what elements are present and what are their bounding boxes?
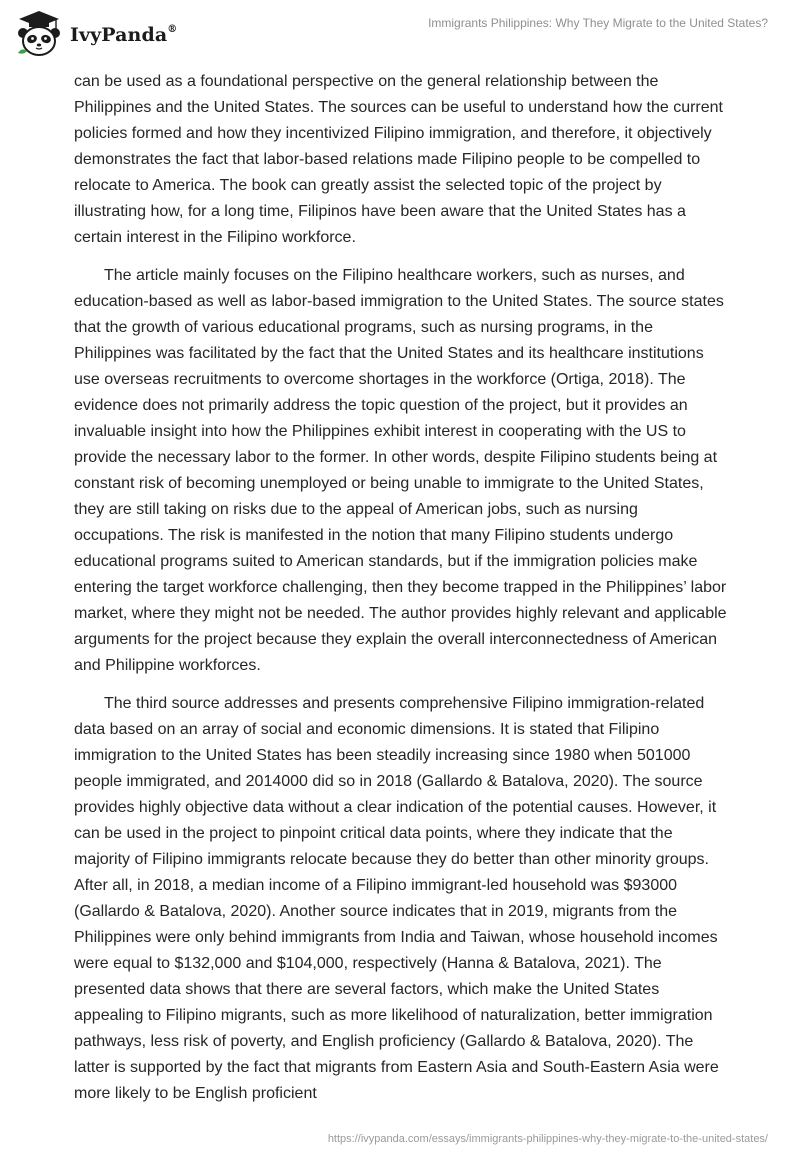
document-title: Immigrants Philippines: Why They Migrate to the United States? (428, 16, 768, 30)
brand-logo[interactable] (14, 9, 177, 59)
paragraph-1: can be used as a foundational perspective on the general relationship between the Philippines and the United States. The sources can be useful to understand how the current policies formed and how they incentivized Filipino immigration, and therefore, it objectively demonstrates the fact that labor-based relations made Filipino people to be compelled to relocate to America. The book can greatly assist the selected topic of the project by illustrating how, for a long time, Filipinos have been aware that the United States has a certain interest in the Filipino workforce. (74, 73, 723, 246)
paragraph-3: The third source addresses and presents comprehensive Filipino immigration-related data based on an array of social and economic dimensions. It is stated that Filipino immigration to the United States has been steadily increasing since 1980 when 501000 people immigrated, and 2014000 did so in 2018 (Gallardo & Batalova, 2020). The source provides highly objective data without a clear indication of the potential causes. However, it can be used in the project to pinpoint critical data points, where they indicate that the majority of Filipino immigrants relocate because they do better than other minority groups. After all, in 2018, a median income of a Filipino immigrant-led household was $93000 (Gallardo & Batalova, 2020). Another source indicates that in 2019, migrants from the Philippines were only behind immigrants from India and Taiwan, whose household incomes were equal to $132,000 and $104,000, respectively (Hanna & Batalova, 2021). The presented data shows that there are several factors, which make the United States appealing to Filipino migrants, such as more likelihood of naturalization, better immigration pathways, less risk of poverty, and English proficiency (Gallardo & Batalova, 2020). The latter is supported by the fact that migrants from Eastern Asia and South-Eastern Asia were more likely to be English proficient (74, 695, 719, 1102)
source-url[interactable]: https://ivypanda.com/essays/immigrants-philippines-why-they-migrate-to-the-united-states/ (327, 1133, 768, 1145)
page-header (0, 0, 800, 70)
panda-logo-icon (14, 9, 64, 59)
essay-body (74, 69, 730, 1119)
paragraph-2: The article mainly focuses on the Filipino healthcare workers, such as nurses, and education-based as well as labor-based immigration to the United States. The source states that the growth of various educational programs, such as nursing programs, in the Philippines was facilitated by the fact that the United States and its healthcare institutions use overseas recruitments to overcome shortages in the workforce (Ortiga, 2018). The evidence does not primarily address the topic question of the project, but it provides an invaluable insight into how the Philippines exhibit interest in cooperating with the US to provide the necessary labor to the former. In other words, despite Filipino students being at constant risk of becoming unemployed or being unable to immigrate to the United States, they are still taking on risks due to the appeal of American jobs, such as nursing occupations. The risk is manifested in the notion that many Filipino students undergo educational programs suited to American standards, but if the immigration policies make entering the target workforce challenging, then they become trapped in the Philippines’ labor market, where they might not be needed. The author provides highly relevant and applicable arguments for the project because they explain the overall interconnectedness of American and Philippine workforces. (74, 267, 727, 674)
brand-name: IvyPanda® (70, 23, 178, 46)
